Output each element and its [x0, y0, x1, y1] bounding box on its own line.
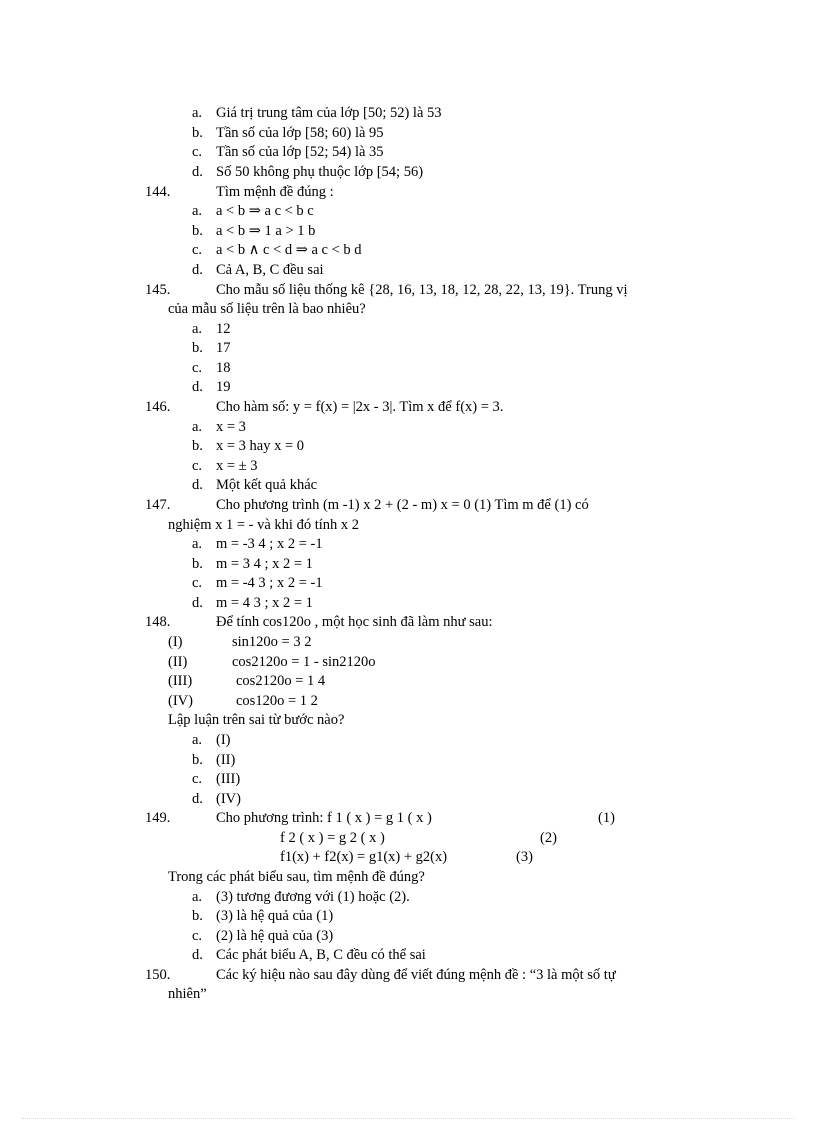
- item-label: a.: [192, 203, 203, 219]
- question-text: Tìm mệnh đề đúng :: [216, 184, 334, 200]
- question-number: 148.: [145, 614, 171, 630]
- item-text: (2) là hệ quả của (3): [216, 928, 334, 944]
- item-label: b.: [192, 125, 203, 141]
- item-text: (IV): [216, 791, 241, 807]
- item-label: b.: [192, 908, 203, 924]
- item-text: m = 4 3 ; x 2 = 1: [216, 595, 313, 611]
- item-label: c.: [192, 771, 203, 787]
- text-line: Trong các phát biểu sau, tìm mệnh đề đúng?: [168, 869, 425, 885]
- item-text: Số 50 không phụ thuộc lớp [54; 56): [216, 164, 424, 180]
- question-number: 150.: [145, 967, 171, 983]
- item-label: d.: [192, 947, 203, 963]
- item-label: a.: [192, 419, 203, 435]
- item-label: a.: [192, 321, 203, 337]
- item-text: a < b ∧ c < d ⇒ a c < b d: [216, 242, 362, 258]
- item-text: m = -4 3 ; x 2 = -1: [216, 575, 323, 591]
- item-label: b.: [192, 752, 203, 768]
- item-label: (IV): [168, 693, 193, 709]
- item-label: c.: [192, 458, 203, 474]
- item-text: cos120o = 1 2: [236, 693, 318, 709]
- text-line: (2): [540, 830, 557, 846]
- item-text: Giá trị trung tâm của lớp [50; 52) là 53: [216, 105, 442, 121]
- item-text: sin120o = 3 2: [232, 634, 312, 650]
- item-label: c.: [192, 242, 203, 258]
- text-line: nhiên”: [168, 986, 207, 1002]
- text-line: của mẫu số liệu trên là bao nhiêu?: [168, 301, 366, 317]
- item-label: b.: [192, 556, 203, 572]
- item-text: a < b ⇒ a c < b c: [216, 203, 314, 219]
- question-text: Các ký hiệu nào sau đây dùng để viết đúng mệnh đề : “3 là một số tự: [216, 967, 616, 983]
- question-number: 146.: [145, 399, 171, 415]
- question-text: Cho mẫu số liệu thống kê {28, 16, 13, 18, 12, 28, 22, 13, 19}. Trung vị: [216, 282, 628, 298]
- page-bottom-divider: [22, 1118, 794, 1119]
- text-line: nghiệm x 1 = - và khi đó tính x 2: [168, 517, 360, 533]
- text-line: f 2 ( x ) = g 2 ( x ): [280, 830, 385, 846]
- item-text: cos2120o = 1 4: [236, 673, 326, 689]
- item-text: Tần số của lớp [52; 54) là 35: [216, 144, 384, 160]
- item-label: a.: [192, 105, 203, 121]
- item-text: cos2120o = 1 - sin2120o: [232, 654, 376, 670]
- question-text: Cho phương trình (m -1) x 2 + (2 - m) x = 0 (1) Tìm m để (1) có: [216, 497, 589, 513]
- item-label: b.: [192, 438, 203, 454]
- item-label: d.: [192, 164, 203, 180]
- item-label: c.: [192, 575, 203, 591]
- item-text: Cả A, B, C đều sai: [216, 262, 324, 278]
- item-label: c.: [192, 360, 203, 376]
- item-text: (3) là hệ quả của (1): [216, 908, 334, 924]
- item-text: 12: [216, 321, 231, 337]
- item-text: Tần số của lớp [58; 60) là 95: [216, 125, 384, 141]
- item-label: a.: [192, 536, 203, 552]
- item-label: (II): [168, 654, 188, 670]
- item-label: a.: [192, 889, 203, 905]
- question-number: 149.: [145, 810, 171, 826]
- item-text: (III): [216, 771, 241, 787]
- item-text: (II): [216, 752, 236, 768]
- item-text: 19: [216, 379, 231, 395]
- item-text: Một kết quả khác: [216, 477, 318, 493]
- question-number: 145.: [145, 282, 171, 298]
- text-line: Lập luận trên sai từ bước nào?: [168, 712, 345, 728]
- item-text: Các phát biểu A, B, C đều có thể sai: [216, 947, 426, 963]
- question-text: Cho phương trình: f 1 ( x ) = g 1 ( x ): [216, 810, 432, 826]
- item-label: a.: [192, 732, 203, 748]
- item-text: m = -3 4 ; x 2 = -1: [216, 536, 323, 552]
- item-label: d.: [192, 595, 203, 611]
- item-label: (III): [168, 673, 193, 689]
- item-label: c.: [192, 928, 203, 944]
- item-label: (I): [168, 634, 183, 650]
- text-line: f1(x) + f2(x) = g1(x) + g2(x): [280, 849, 448, 865]
- question-text: Để tính cos120o , một học sinh đã làm như sau:: [216, 614, 493, 630]
- item-text: x = ± 3: [216, 458, 258, 474]
- item-label: d.: [192, 791, 203, 807]
- item-text: 17: [216, 340, 231, 356]
- item-text: 18: [216, 360, 231, 376]
- question-text: Cho hàm số: y = f(x) = |2x - 3|. Tìm x để f(x) = 3.: [216, 399, 504, 415]
- item-label: d.: [192, 477, 203, 493]
- text-line: (3): [516, 849, 533, 865]
- item-label: b.: [192, 223, 203, 239]
- item-text: x = 3: [216, 419, 246, 435]
- text-line: (1): [598, 810, 615, 826]
- item-text: x = 3 hay x = 0: [216, 438, 305, 454]
- item-label: c.: [192, 144, 203, 160]
- item-text: m = 3 4 ; x 2 = 1: [216, 556, 313, 572]
- item-label: b.: [192, 340, 203, 356]
- item-text: (3) tương đương với (1) hoặc (2).: [216, 889, 410, 905]
- question-number: 144.: [145, 184, 171, 200]
- question-number: 147.: [145, 497, 171, 513]
- item-label: d.: [192, 262, 203, 278]
- item-label: d.: [192, 379, 203, 395]
- item-text: a < b ⇒ 1 a > 1 b: [216, 223, 316, 239]
- item-text: (I): [216, 732, 231, 748]
